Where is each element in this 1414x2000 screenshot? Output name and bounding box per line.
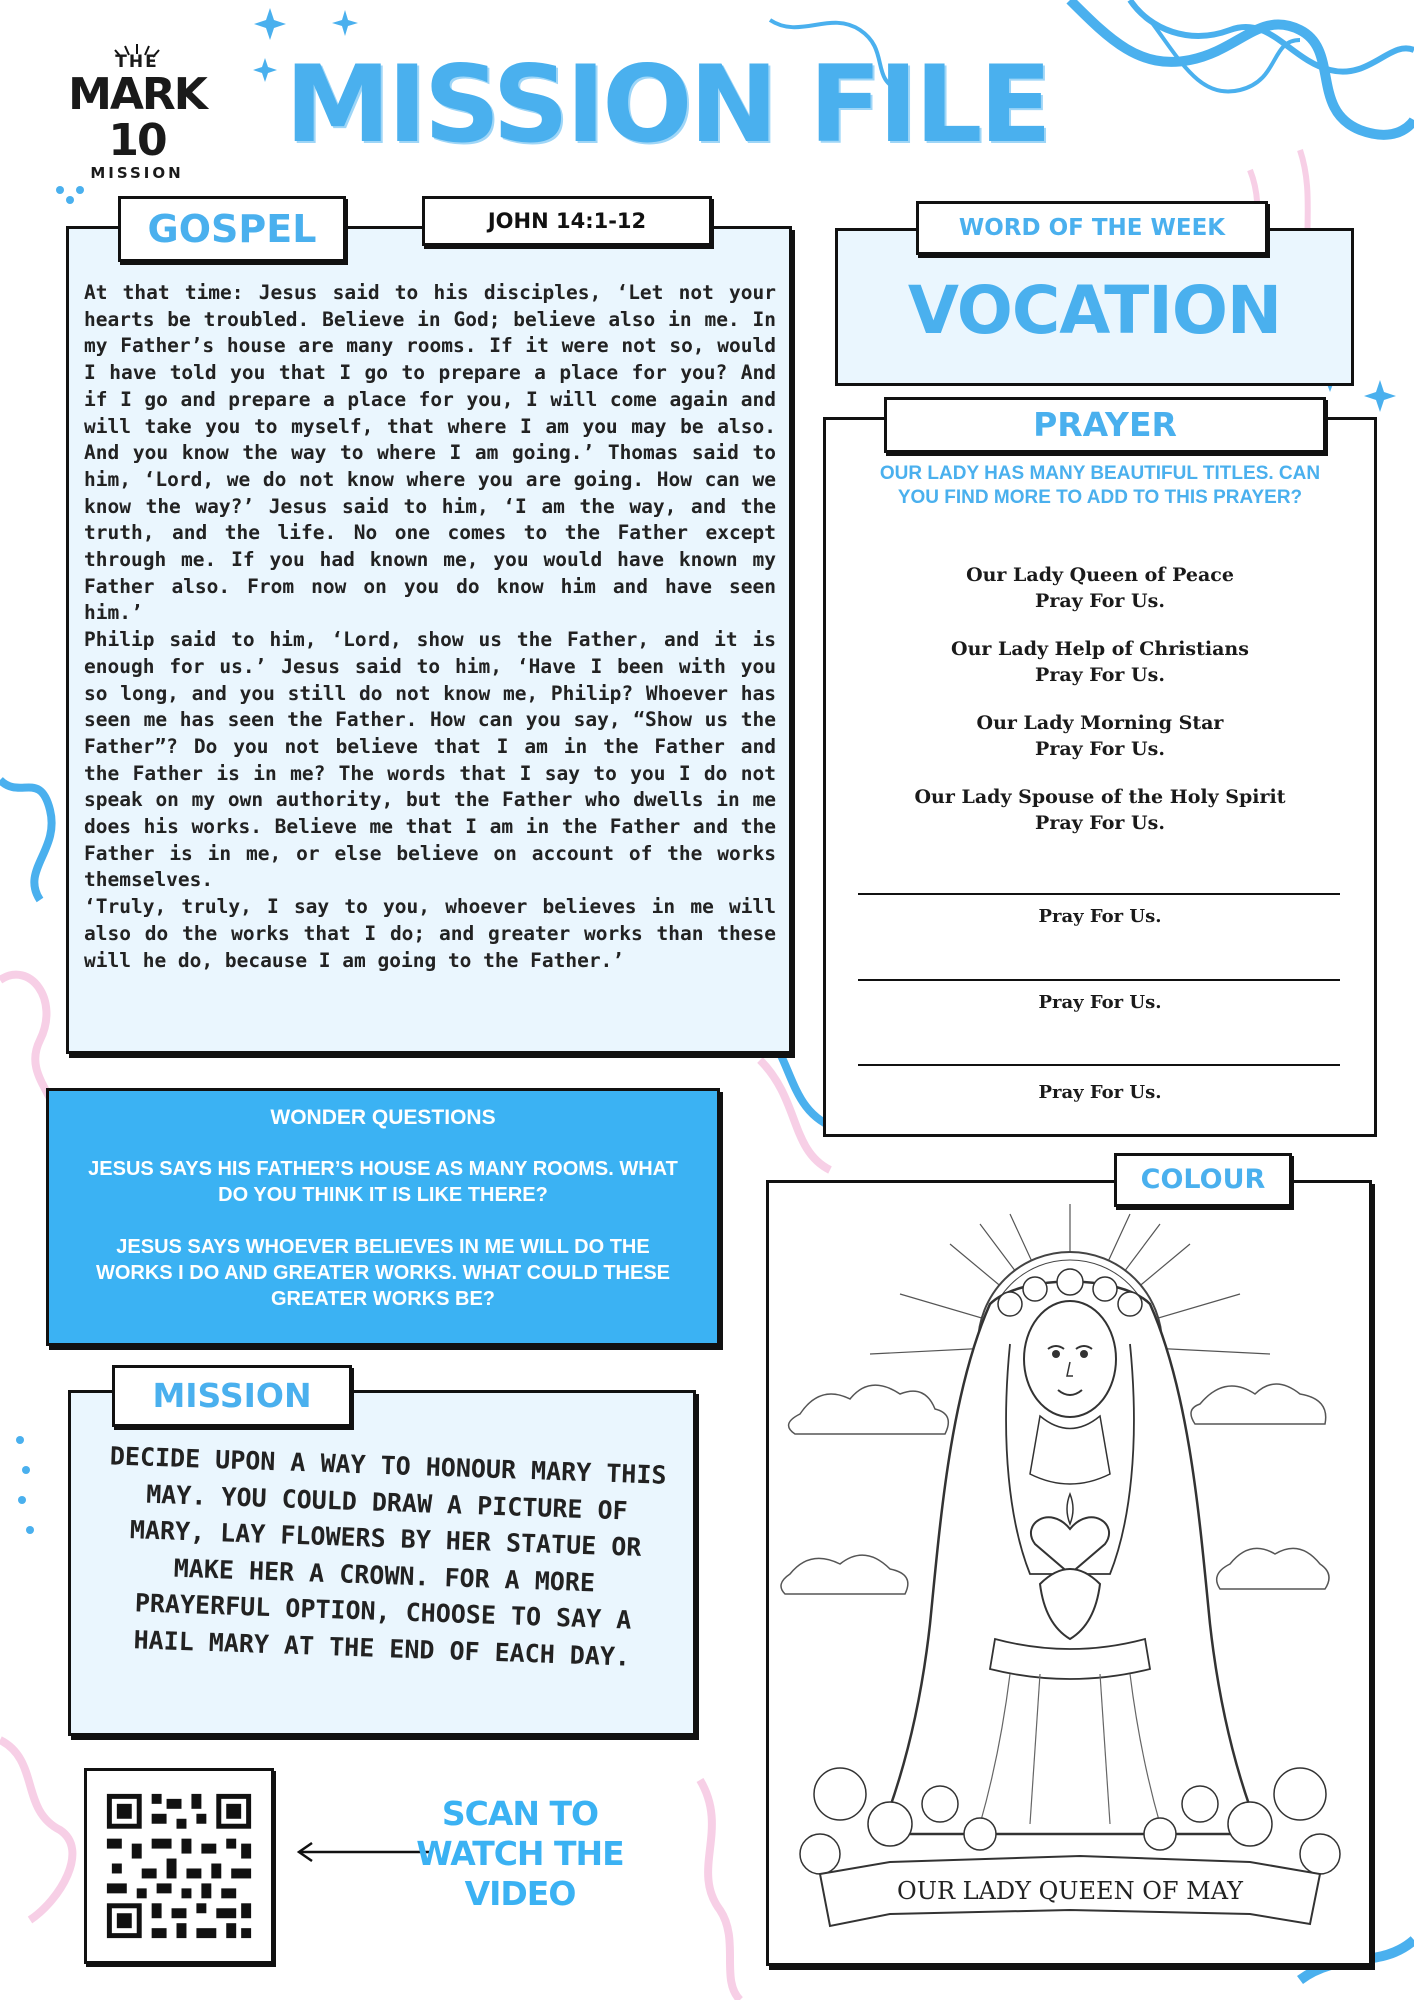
prayer-title: Our Lady Help of Christians bbox=[951, 638, 1249, 660]
blank-write-line[interactable] bbox=[858, 893, 1340, 895]
mission-text: DECIDE UPON A WAY TO HONOUR MARY THIS MAY. YOU COULD DRAW A PICTURE OF MARY, LAY FLOWERS BY HER STATUE OR MAKE HER A CROWN. FOR A MORE PRAYERFUL OPTION, CHOOSE TO SAY A HAIL MARY AT THE END OF EACH DAY. bbox=[109, 1441, 668, 1672]
prayer-item bbox=[860, 784, 1340, 836]
prayer-response: Pray For Us. bbox=[1035, 590, 1165, 612]
wonder-question: JESUS SAYS WHOEVER BELIEVES IN ME WILL DO THE WORKS I DO AND GREATER WORKS. WHAT COULD THESE GREATER WORKS BE? bbox=[95, 1236, 671, 1310]
scripture-reference: JOHN 14:1-12 bbox=[422, 196, 712, 246]
prayer-response: Pray For Us. bbox=[1038, 992, 1162, 1013]
gospel-text bbox=[84, 280, 776, 974]
logo-mark10: MARK 10 bbox=[68, 69, 206, 166]
gospel-tab: GOSPEL bbox=[118, 196, 346, 262]
gospel-paragraph: At that time: Jesus said to his disciples, ‘Let not your hearts be troubled. Believe in God; believe also in me. In my Father’s house are many rooms. If it were not so, would I have told you that I go to prepare a place for you? And if I go and prepare a place for you, I will come again and will take you to myself, that where I am you may be also. And you know the way to where I am going.’ Thomas said to him, ‘Lord, we do not know where you are going. How can we know the way?’ Jesus said to him, ‘I am the way, and the truth, and the life. No one comes to the Father except through me. If you had known me, you would have known my Father also. From now on you do know him and have seen him.’ bbox=[84, 281, 776, 625]
prayer-title: Our Lady Morning Star bbox=[976, 712, 1224, 734]
prayer-response: Pray For Us. bbox=[1035, 664, 1165, 686]
prayer-response: Pray For Us. bbox=[1035, 738, 1165, 760]
prayer-intro: OUR LADY HAS MANY BEAUTIFUL TITLES. CAN YOU FIND MORE TO ADD TO THIS PRAYER? bbox=[879, 463, 1321, 508]
scan-instruction: SCAN TO WATCH THE VIDEO bbox=[416, 1794, 624, 1913]
logo-the: THE bbox=[115, 52, 159, 72]
qr-code-icon bbox=[87, 1771, 271, 1961]
qr-code[interactable] bbox=[84, 1768, 274, 1964]
wonder-title: WONDER QUESTIONS bbox=[270, 1106, 496, 1129]
colour-banner-text: OUR LADY QUEEN OF MAY bbox=[897, 1877, 1243, 1905]
prayer-item bbox=[860, 562, 1340, 614]
gospel-paragraph: ‘Truly, truly, I say to you, whoever believes in me will also do the works that I do; and greater works than these will he do, because I am going to the Father.’ bbox=[84, 895, 776, 972]
wonder-question: JESUS SAYS HIS FATHER’S HOUSE AS MANY ROOMS. WHAT DO YOU THINK IT IS LIKE THERE? bbox=[88, 1158, 678, 1206]
mary-colouring-illustration[interactable] bbox=[780, 1194, 1360, 1954]
prayer-response: Pray For Us. bbox=[1038, 1082, 1162, 1103]
prayer-item bbox=[860, 710, 1340, 762]
word-of-week: VOCATION bbox=[907, 272, 1282, 349]
page-title: MISSION FILE bbox=[285, 43, 1049, 166]
mission-tab: MISSION bbox=[112, 1365, 352, 1427]
gospel-paragraph: Philip said to him, ‘Lord, show us the Father, and it is enough for us.’ Jesus said to him, ‘Have I been with you so long, and you still do not know me, Philip? Whoever has seen me has seen the Father. How can you say, “Show us the Father”? Do you not believe that I am in the Father and the Father is in me? The words that I say to you I do not speak on my own authority, but the Father who dwells in me does his works. Believe me that I am in the Father and the Father is in me, or else believe on account of the works themselves. bbox=[84, 628, 776, 892]
prayer-response: Pray For Us. bbox=[1035, 812, 1165, 834]
prayer-title: Our Lady Queen of Peace bbox=[966, 564, 1234, 586]
prayer-response: Pray For Us. bbox=[1038, 906, 1162, 927]
blank-write-line[interactable] bbox=[858, 1064, 1340, 1066]
prayer-panel bbox=[823, 417, 1377, 1137]
prayer-item bbox=[860, 636, 1340, 688]
prayer-title: Our Lady Spouse of the Holy Spirit bbox=[914, 786, 1286, 808]
word-of-week-tab: WORD OF THE WEEK bbox=[916, 201, 1268, 255]
prayer-tab: PRAYER bbox=[884, 397, 1326, 453]
blank-write-line[interactable] bbox=[858, 979, 1340, 981]
brand-logo bbox=[52, 44, 222, 182]
colour-tab: COLOUR bbox=[1114, 1153, 1292, 1207]
logo-mission: MISSION bbox=[90, 164, 184, 182]
